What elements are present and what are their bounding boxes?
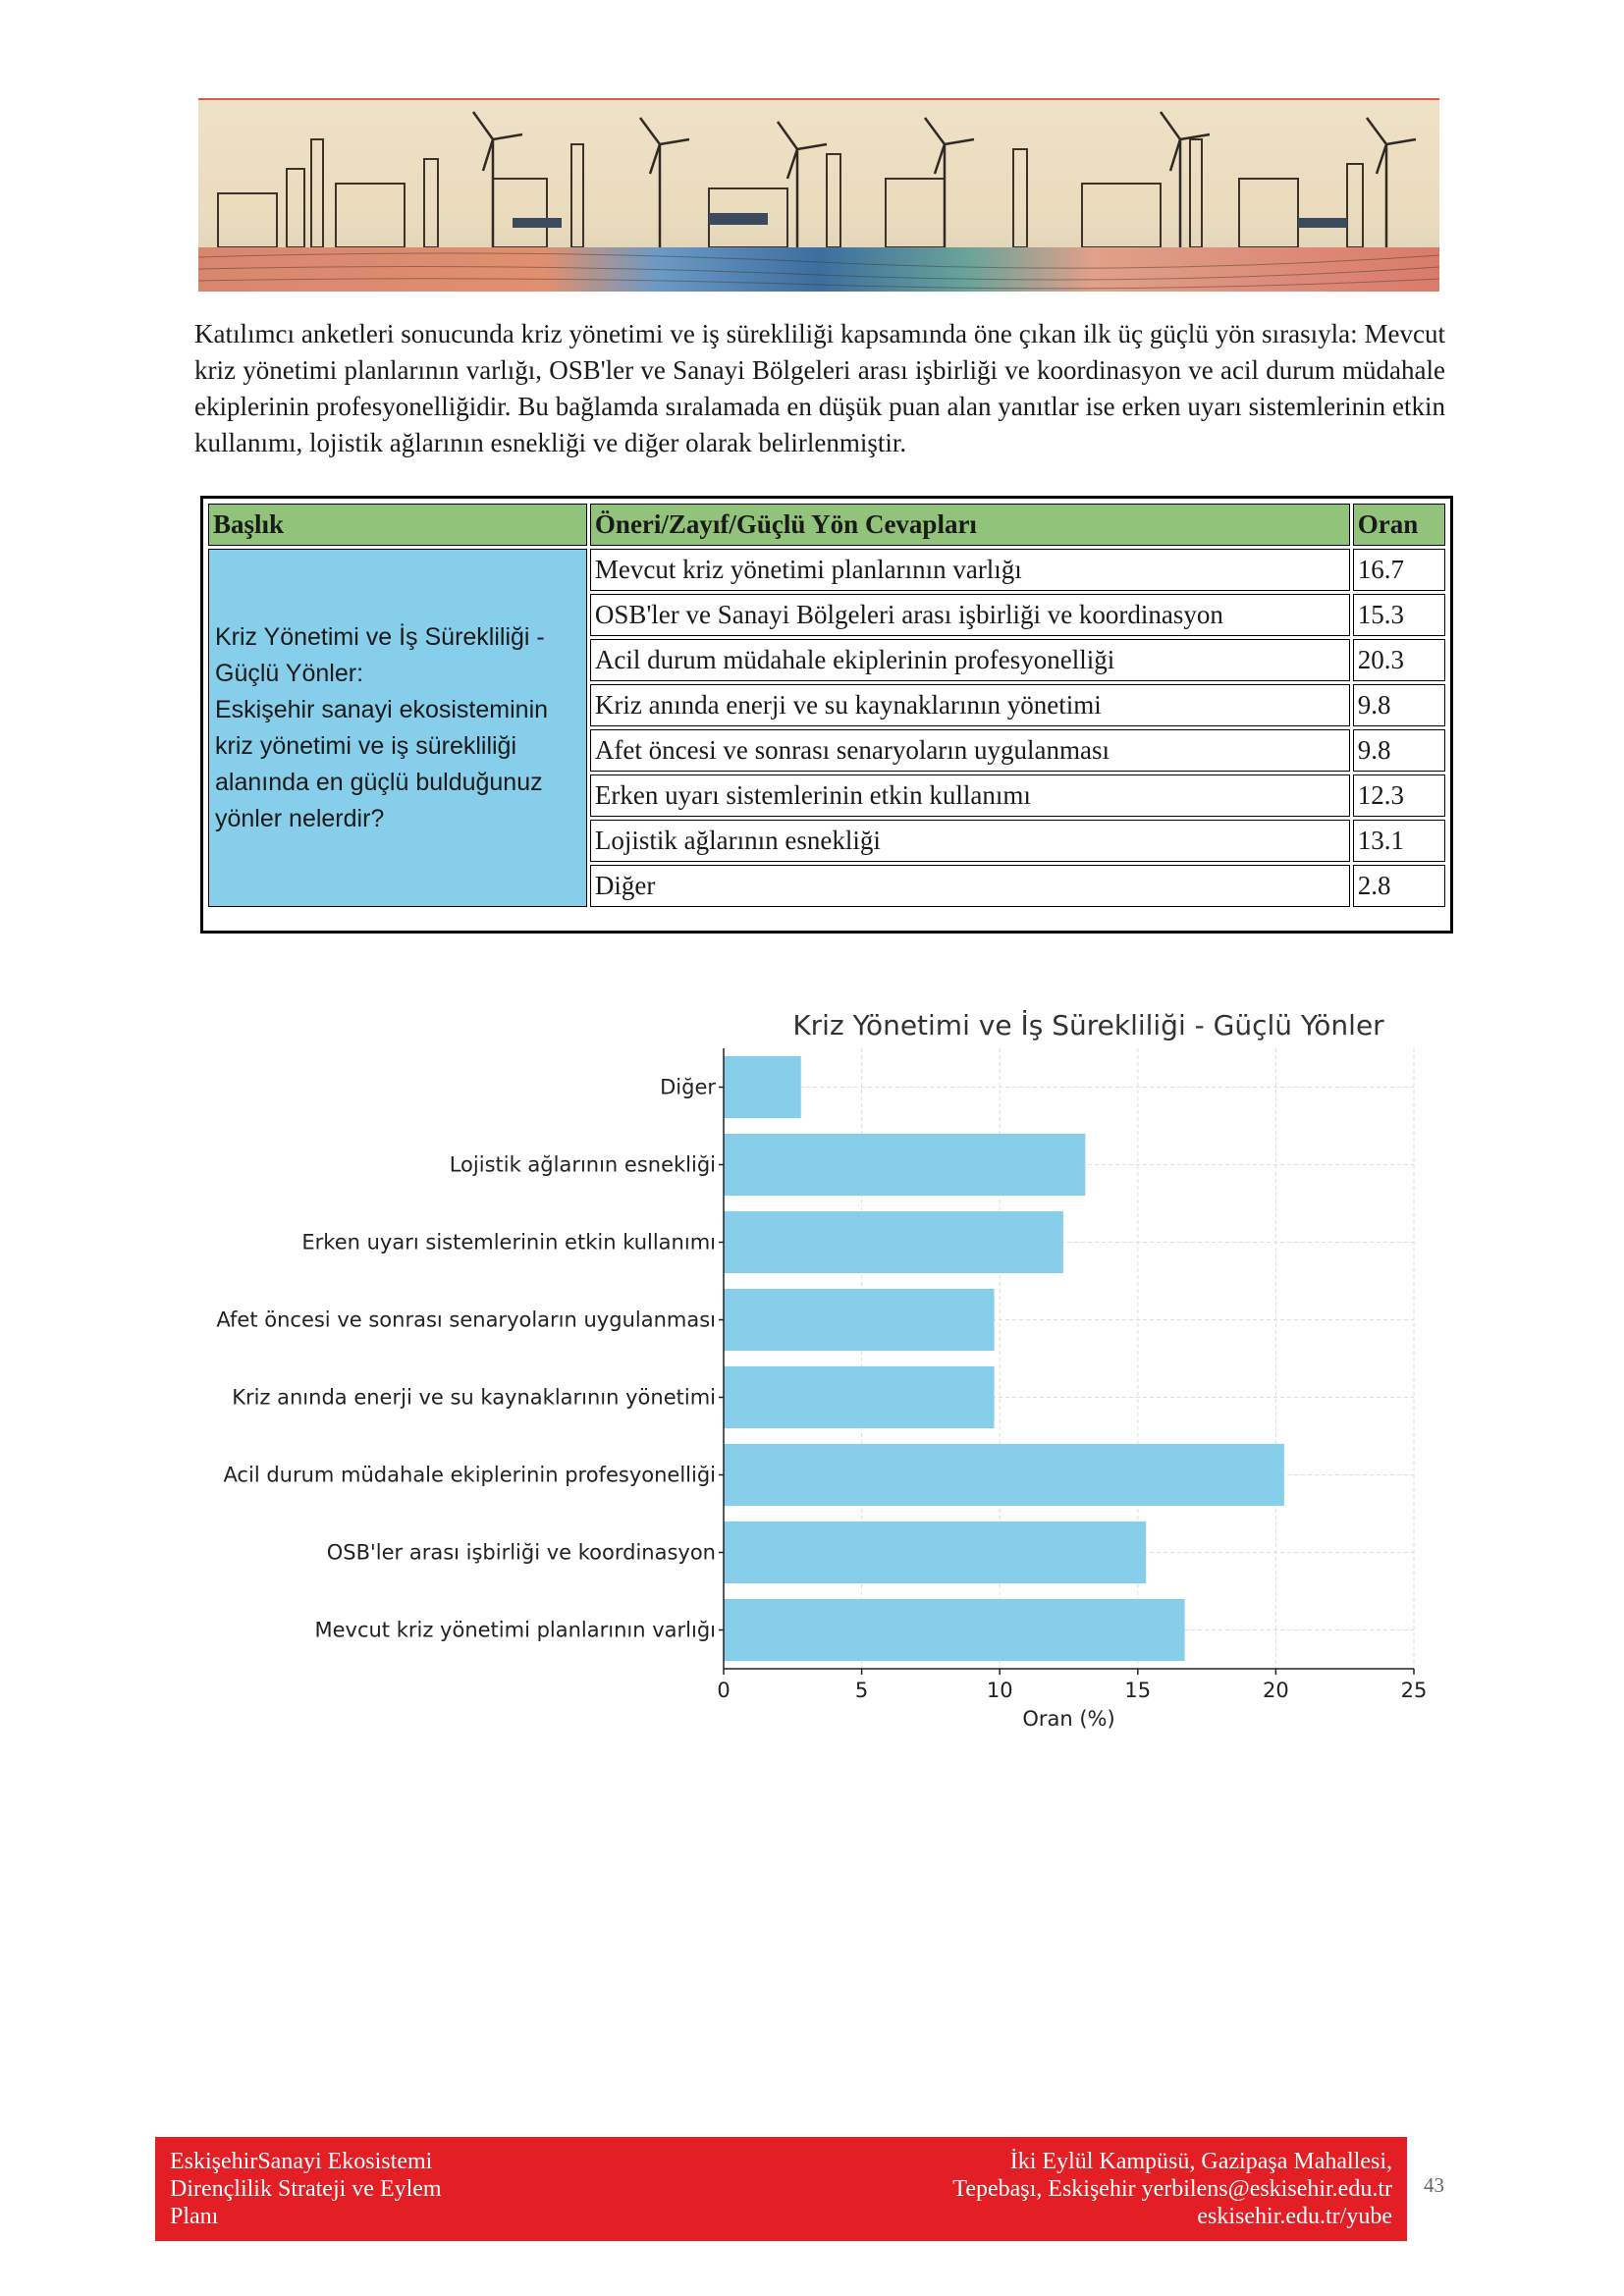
category-label: Erken uyarı sistemlerinin etkin kullanımı bbox=[301, 1230, 716, 1255]
footer-left-line: Dirençlilik Strateji ve Eylem bbox=[170, 2176, 442, 2202]
table-header-row bbox=[208, 504, 1445, 546]
ratio-cell: 16.7 bbox=[1353, 549, 1445, 591]
intro-paragraph: Katılımcı anketleri sonucunda kriz yönetimi ve iş sürekliliği kapsamında öne çıkan ilk üç güçlü yön sırasıyla: Mevcut kriz yönetimi planlarının varlığı, OSB'ler ve Sanayi Bölgeleri arası işbirliği ve koordinasyon ve acil durum müdahale ekiplerinin profesyonelliğidir. Bu bağlamda sıralamada en düşük puan alan yanıtlar ise erken uyarı sistemlerinin etkin kullanımı, lojistik ağlarının esnekliği ve diğer olarak belirlenmiştir. bbox=[194, 319, 1445, 457]
topic-cell bbox=[208, 549, 587, 907]
answer-cell: Acil durum müdahale ekiplerinin profesyonelliği bbox=[590, 639, 1350, 681]
footer-left-line: EskişehirSanayi Ekosistemi bbox=[170, 2149, 433, 2174]
bar bbox=[724, 1599, 1185, 1661]
ratio-cell: 15.3 bbox=[1353, 594, 1445, 636]
bar bbox=[724, 1134, 1085, 1196]
chart-title: Kriz Yönetimi ve İş Sürekliliği - Güçlü Yönler bbox=[792, 1009, 1384, 1041]
bar bbox=[724, 1289, 995, 1351]
category-label: Afet öncesi ve sonrası senaryoların uygulanması bbox=[216, 1308, 716, 1332]
bar bbox=[724, 1211, 1063, 1273]
ratio-cell: 9.8 bbox=[1353, 729, 1445, 772]
x-tick-label: 20 bbox=[1263, 1679, 1289, 1702]
bar bbox=[724, 1056, 801, 1118]
bar bbox=[724, 1366, 995, 1428]
footer-right-line: Tepebaşı, Eskişehir yerbilens@eskisehir.edu.tr bbox=[952, 2176, 1392, 2202]
ratio-cell: 12.3 bbox=[1353, 774, 1445, 817]
answer-cell: Mevcut kriz yönetimi planlarının varlığı bbox=[590, 549, 1350, 591]
table-row bbox=[208, 549, 1445, 591]
footer-right-line: eskisehir.edu.tr/yube bbox=[1197, 2204, 1392, 2229]
x-tick-label: 25 bbox=[1400, 1679, 1428, 1702]
answer-cell: Diğer bbox=[590, 865, 1350, 907]
ratio-cell: 2.8 bbox=[1353, 865, 1445, 907]
results-table bbox=[205, 501, 1448, 910]
footer-right bbox=[952, 2148, 1392, 2230]
x-tick-label: 15 bbox=[1124, 1679, 1152, 1702]
category-label: Kriz anında enerji ve su kaynaklarının yönetimi bbox=[232, 1385, 716, 1410]
factory-skyline bbox=[218, 139, 1363, 247]
footer-bar bbox=[155, 2137, 1407, 2241]
answer-cell: Afet öncesi ve sonrası senaryoların uygulanması bbox=[590, 729, 1350, 772]
topic-question: Eskişehir sanayi ekosisteminin kriz yönetimi ve iş sürekliliği alanında en güçlü bulduğunuz yönler nelerdir? bbox=[215, 695, 549, 832]
chart-svg bbox=[196, 1001, 1463, 1747]
header-answers: Öneri/Zayıf/Güçlü Yön Cevapları bbox=[590, 504, 1350, 546]
answer-cell: OSB'ler ve Sanayi Bölgeleri arası işbirliği ve koordinasyon bbox=[590, 594, 1350, 636]
answer-cell: Erken uyarı sistemlerinin etkin kullanımı bbox=[590, 774, 1350, 817]
answer-cell: Kriz anında enerji ve su kaynaklarının yönetimi bbox=[590, 684, 1350, 726]
bar-chart bbox=[196, 1001, 1463, 1747]
x-tick-label: 0 bbox=[717, 1679, 731, 1702]
x-axis-label: Oran (%) bbox=[1022, 1707, 1115, 1731]
category-label: Mevcut kriz yönetimi planlarının varlığı bbox=[314, 1618, 716, 1642]
page-number: 43 bbox=[1424, 2173, 1444, 2197]
footer-left bbox=[170, 2148, 442, 2230]
results-table-frame bbox=[200, 496, 1453, 934]
answer-cell: Lojistik ağlarının esnekliği bbox=[590, 820, 1350, 862]
x-tick-label: 10 bbox=[986, 1679, 1013, 1702]
x-tick-label: 5 bbox=[854, 1679, 869, 1702]
category-label: Acil durum müdahale ekiplerinin profesyonelliği bbox=[223, 1463, 716, 1487]
ratio-cell: 13.1 bbox=[1353, 820, 1445, 862]
ratio-cell: 20.3 bbox=[1353, 639, 1445, 681]
footer-right-line: İki Eylül Kampüsü, Gazipaşa Mahallesi, bbox=[1009, 2149, 1392, 2174]
header-topic: Başlık bbox=[208, 504, 587, 546]
category-label: Lojistik ağlarının esnekliği bbox=[449, 1152, 716, 1177]
category-label: Diğer bbox=[660, 1075, 716, 1099]
bar bbox=[724, 1444, 1284, 1506]
category-label: OSB'ler arası işbirliği ve koordinasyon bbox=[326, 1540, 716, 1565]
topic-title: Kriz Yönetimi ve İş Sürekliliği - Güçlü Yönler: bbox=[215, 622, 545, 687]
solar-panels bbox=[513, 213, 1347, 228]
bar bbox=[724, 1522, 1146, 1583]
header-illustration bbox=[198, 98, 1439, 292]
footer-left-line: Planı bbox=[170, 2204, 219, 2229]
header-ratio: Oran bbox=[1353, 504, 1445, 546]
ratio-cell: 9.8 bbox=[1353, 684, 1445, 726]
